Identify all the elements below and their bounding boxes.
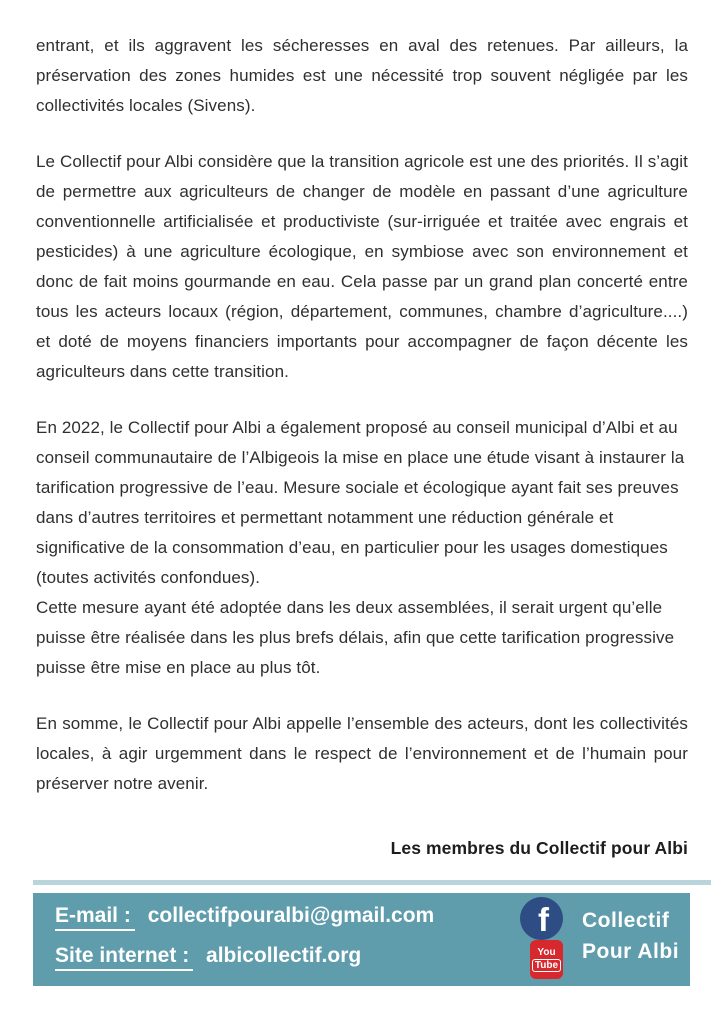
footer-divider — [33, 880, 711, 885]
signature-line: Les membres du Collectif pour Albi — [390, 838, 688, 858]
contact-block — [55, 904, 434, 984]
youtube-tube-label: Tube — [532, 959, 561, 972]
website-label: Site internet : — [55, 944, 193, 971]
website-line — [55, 944, 434, 971]
email-label: E-mail : — [55, 904, 135, 931]
youtube-you-label: You — [537, 947, 556, 958]
paragraph-2: Le Collectif pour Albi considère que la transition agricole est une des priorités. Il s’agit de permettre aux agriculteurs de changer de modèle en passant d’une agriculture conventionnelle artificialisée et productiviste (sur-irriguée et traitée avec engrais et pesticides) à une agriculture écologique, en symbiose avec son environnement et donc de fait moins gourmande en eau. Cela passe par un grand plan concerté entre tous les acteurs locaux (région, département, communes, chambre d’agriculture....) et doté de moyens financiers importants pour accompagner de façon décente les agriculteurs dans cette transition. — [36, 152, 688, 381]
facebook-icon[interactable] — [520, 897, 563, 940]
paragraph-1: entrant, et ils aggravent les sécheresses en aval des retenues. Par ailleurs, la préservation des zones humides est une nécessité trop souvent négligée par les collectivités locales (Sivens). — [36, 36, 688, 115]
paragraph-4: Cette mesure ayant été adoptée dans les deux assemblées, il serait urgent qu’elle puisse être réalisée dans les plus brefs délais, afin que cette tarification progressive puisse être mise en place au plus tôt. — [36, 598, 675, 677]
paragraph-3: En 2022, le Collectif pour Albi a également proposé au conseil municipal d’Albi et au conseil communautaire de l’Albigeois la mise en place une étude visant à instaurer la tarification progressive de l’eau. Mesure sociale et écologique ayant fait ses preuves dans d’autres territoires et permettant notamment une réduction générale et significative de la consommation d’eau, en particulier pour les usages domestiques (toutes activités confondues). — [36, 418, 685, 587]
paragraph-5: En somme, le Collectif pour Albi appelle l’ensemble des acteurs, dont les collectivités locales, à agir urgemment dans le respect de l’environnement et de l’humain pour préserver notre avenir. — [36, 714, 688, 793]
letter-body — [36, 31, 688, 863]
email-address[interactable]: collectifpouralbi@gmail.com — [147, 904, 435, 927]
footer-banner — [33, 893, 690, 986]
youtube-icon[interactable] — [530, 940, 563, 979]
email-line — [55, 904, 434, 931]
facebook-f-glyph: f — [538, 901, 549, 938]
footer-brand — [582, 905, 679, 967]
website-url[interactable]: albicollectif.org — [206, 944, 362, 967]
brand-line-1: Collectif — [582, 909, 670, 932]
brand-line-2: Pour Albi — [582, 940, 680, 963]
